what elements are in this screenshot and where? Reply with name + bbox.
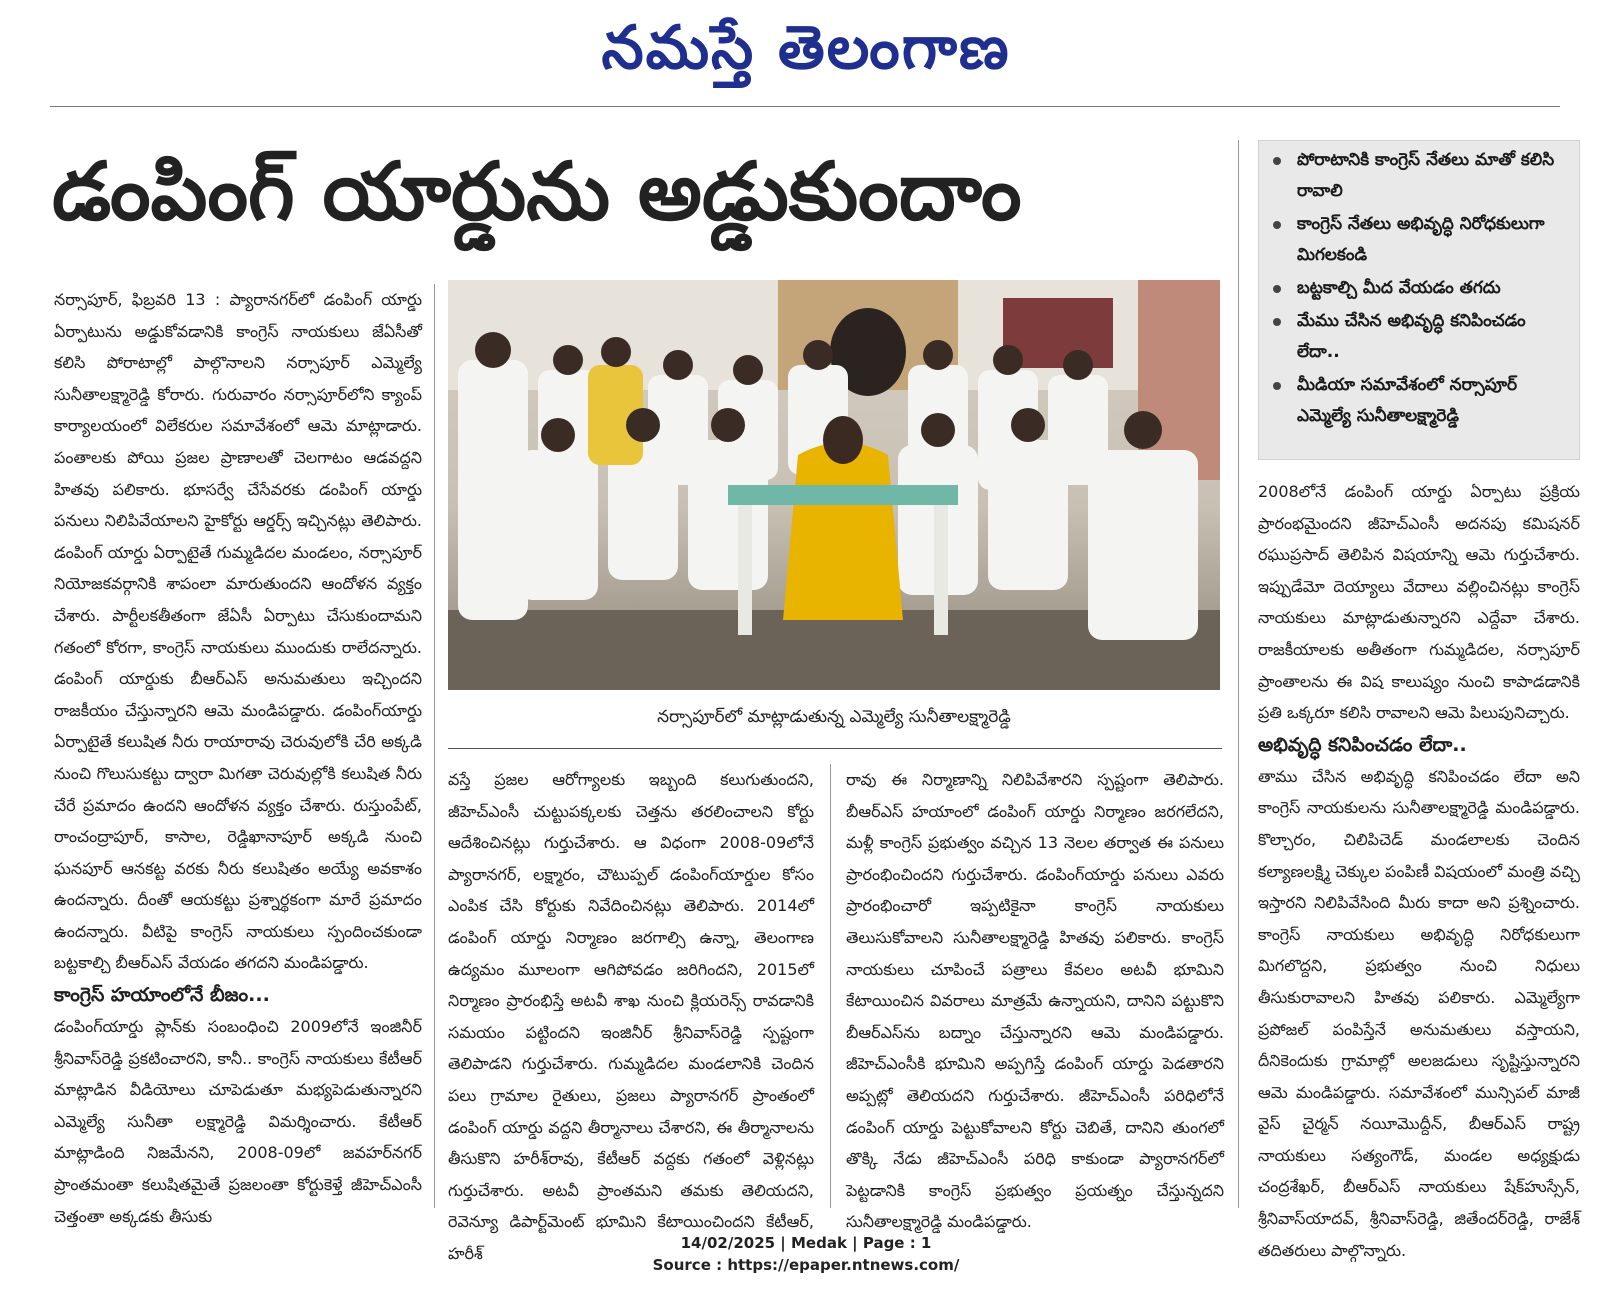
bullet-icon xyxy=(1273,382,1281,390)
paragraph: నర్సాపూర్, ఫిబ్రవరి 13 : ప్యారానగర్‌లో డంపింగ్ యార్డు ఏర్పాటును అడ్డుకోవడానికి కాంగ్రెస్ నాయకులు జేఏసీతో కలిసి పోరాటాల్లో పాల్గొనాలని నర్సాపూర్ ఎమ్మెల్యే సునీతాలక్ష్మారెడ్డి కోరారు. గురువారం నర్సాపూర్‌లోని క్యాంప్ కార్యాలయంలో విలేకరుల సమావేశంలో ఆమె మాట్లాడారు. పంతాలకు పోయి ప్రజల ప్రాణాలతో చెలగాటం ఆడవద్దని హితవు పలికారు. భూసర్వే చేసేవరకు డంపింగ్ యార్డు పనులు నిలిపివేయాలని హైకోర్టు ఆర్డర్స్ ఇచ్చినట్లు తెలిపారు. డంపింగ్ యార్డు ఏర్పాటైతే గుమ్మడిదల మండలం, నర్సాపూర్ నియోజకవర్గానికి శాపంలా మారుతుందని ఆందోళన వ్యక్తం చేశారు. పార్టీలకతీతంగా జేఏసీ ఏర్పాటు చేసుకుందామని గతంలో కోరగా, కాంగ్రెస్ నాయకులు ముందుకు రాలేదన్నారు. డంపింగ్ యార్డుకు బీఆర్ఎస్ అనుమతులు ఇచ్చిందని రాజకీయం చేస్తున్నారని ఆమె మండిపడ్డారు. డంపింగ్‌యార్డు ఏర్పాటైతే కలుషిత నీరు రాయారావు చెరువులోకి చేరి అక్కడి నుంచి గొలుసుకట్టు ద్వారా మిగతా చెరువుల్లోకి కలుషిత నీరు చేరే ప్రమాదం ఉందని ఆందోళన వ్యక్తం చేశారు. రుస్తుంపేట్, రాంచంద్రాపూర్, కాసాల, రెడ్డిఖానాపూర్ అక్కడి నుంచి ఘనపూర్ ఆనకట్ట వరకు నీరు కలుషితం అయ్యే అవకాశం ఉందన్నారు. దీంతో ఆయకట్టు ప్రశ్నార్థకంగా మారే ప్రమాదం ఉందన్నారు. వీటిపై కాంగ్రెస్ నాయకులు స్పందించకుండా బట్టకాల్చి బీఆర్ఎస్ వేయడం తగదని మండిపడ్డారు. xyxy=(54,290,422,973)
article-column-4 xyxy=(1258,476,1580,1260)
highlight-item: మీడియా సమావేశంలో నర్సాపూర్ ఎమ్మెల్యే సునీతాలక్ష్మారెడ్డి xyxy=(1267,370,1571,432)
paragraph: వస్తే ప్రజల ఆరోగ్యాలకు ఇబ్బంది కలుగుతుందని, జీహెచ్ఎంసీ చుట్టుపక్కలకు చెత్తను తరలించాలని కోర్టు ఆదేశించినట్లు గుర్తుచేశారు. ఆ విధంగా 2008-09లోనే ప్యారానగర్, లక్ష్మారం, చౌటుప్పల్ డంపింగ్‌యార్డుల కోసం ఎంపిక చేసి కోర్టుకు నివేదించినట్లు తెలిపారు. 2014లో డంపింగ్ యార్డు నిర్మాణం జరగాల్సి ఉన్నా, తెలంగాణ ఉద్యమం మూలంగా ఆగిపోవడం జరిగిందని, 2015లో నిర్మాణం ప్రారంభిస్తే అటవీ శాఖ నుంచి క్లియరెన్స్ రావడానికి సమయం పట్టిందని ఇంజినీర్ శ్రీనివాస్‌రెడ్డి స్పష్టంగా తెలిపాడని గుర్తుచేశారు. గుమ్మడిదల మండలానికి చెందిన పలు గ్రామాల రైతులు, ప్రజలు ప్యారానగర్ ప్రాంతంలో డంపింగ్ యార్డు వద్దని తీర్మానాలు చేశారని, ఈ తీర్మానాలను తీసుకొని హరీశ్‌రావు, కేటీఆర్ వద్దకు గతంలో వెళ్లినట్లు గుర్తుచేశారు. అటవీ ప్రాంతమని తమకు తెలియదని, రెవెన్యూ డిపార్ట్‌మెంట్ భూమిని కేటాయించిందని కేటీఆర్, హరీశ్ xyxy=(448,770,814,1263)
paragraph: రావు ఈ నిర్మాణాన్ని నిలిపివేశారని స్పష్టంగా తెలిపారు. బీఆర్ఎస్ హయాంలో డంపింగ్ యార్డు నిర్మాణం జరగలేదని, మళ్లీ కాంగ్రెస్ ప్రభుత్వం వచ్చిన 13 నెలల తర్వాత ఈ పనులు ప్రారంభించిందని గుర్తుచేశారు. డంపింగ్‌యార్డు పనులు ఎవరు ప్రారంభించారో ఇప్పటికైనా కాంగ్రెస్ నాయకులు తెలుసుకోవాలని సునీతాలక్ష్మారెడ్డి హితవు పలికారు. కాంగ్రెస్ నాయకులు చూపించే పత్రాలు కేవలం అటవీ భూమిని కేటాయించిన వివరాలు మాత్రమే ఉన్నాయని, దానిని పట్టుకొని బీఆర్ఎస్‌ను బద్నాం చేస్తున్నారని ఆమె మండిపడ్డారు. జీహెచ్ఎంసీకి భూమిని అప్పగిస్తే డంపింగ్ యార్డు పెడతారని అప్పట్లో తెలియదని గుర్తుచేశారు. జీహెచ్ఎంసీ పరిధిలోనే డంపింగ్ యార్డు పెట్టుకోవాలని కోర్టు చెబితే, దానిని తుంగలో తొక్కి నేడు జీహెచ్ఎంసీ పరిధి కాకుండా ప్యారానగర్‌లో పెట్టడానికి కాంగ్రెస్ ప్రభుత్వం ప్రయత్నం చేస్తున్నదని సునీతాలక్ష్మారెడ్డి మండిపడ్డారు. xyxy=(846,770,1224,1232)
masthead-divider xyxy=(50,106,1560,107)
paragraph: 2008లోనే డంపింగ్ యార్డు ఏర్పాటు ప్రక్రియ ప్రారంభమైందని జీహెచ్ఎంసీ అదనపు కమిషనర్ రఘుప్రసాద్ తెలిపిన విషయాన్ని ఆమె గుర్తుచేశారు. ఇప్పుడేమో దెయ్యాలు వేదాలు వల్లించినట్లు కాంగ్రెస్ నాయకులు మాట్లాడుతున్నారని ఎద్దేవా చేశారు. రాజకీయాలకు అతీతంగా గుమ్మడిదల, నర్సాపూర్ ప్రాంతాలను ఈ విష కాలుష్యం నుంచి కాపాడడానికి ప్రతి ఒక్కరూ కలిసి రావాలని ఆమె పిలుపునిచ్చారు. xyxy=(1258,482,1580,723)
source-link[interactable]: Source : https://epaper.ntnews.com/ xyxy=(652,1256,960,1274)
article-column-3 xyxy=(846,764,1224,1232)
headline: డంపింగ్ యార్డును అడ్డుకుందాం xyxy=(52,145,1022,238)
highlight-item: మేము చేసిన అభివృద్ధి కనిపించడం లేదా.. xyxy=(1267,306,1571,368)
edition-info: 14/02/2025 | Medak | Page : 1 xyxy=(680,1234,932,1252)
highlight-item: బట్టకాల్చి మీద వేయడం తగదు xyxy=(1267,273,1571,304)
photo-caption: నర్సాపూర్‌లో మాట్లాడుతున్న ఎమ్మెల్యే సునీతాలక్ష్మారెడ్డి xyxy=(657,707,1011,727)
highlight-item: కాంగ్రెస్ నేతలు అభివృద్ధి నిరోధకులుగా మిగలకండి xyxy=(1267,209,1571,271)
bullet-icon xyxy=(1273,318,1281,326)
highlight-item: పోరాటానికి కాంగ్రెస్ నేతలు మాతో కలిసి రావాలి xyxy=(1267,145,1571,207)
caption-divider xyxy=(448,748,1222,749)
column-divider xyxy=(1238,140,1239,1208)
news-photo xyxy=(448,280,1220,690)
column-divider xyxy=(434,284,435,1208)
highlights-box xyxy=(1258,140,1580,460)
subheading: అభివృద్ధి కనిపించడం లేదా.. xyxy=(1258,733,1467,756)
bullet-icon xyxy=(1273,221,1281,229)
paragraph: తాము చేసిన అభివృద్ధి కనిపించడం లేదా అని కాంగ్రెస్ నాయకులను సునీతాలక్ష్మారెడ్డి మండిపడ్డారు. కొల్చారం, చిలిపిచెడ్ మండలాలకు చెందిన కల్యాణలక్ష్మి చెక్కుల పంపిణీ విషయంలో మంత్రి వచ్చి ఇస్తారని నిలిపివేసింది మీరు కాదా అని ప్రశ్నించారు. కాంగ్రెస్ నాయకులు అభివృద్ధి నిరోధకులుగా మిగలొద్దని, ప్రభుత్వం నుంచి నిధులు తీసుకురావాలని హితవు పలికారు. ఎమ్మెల్యేగా ప్రపోజల్ పంపిస్తేనే అనుమతులు వస్తాయని, దీనికెందుకు గ్రామాల్లో అలజడులు సృష్టిస్తున్నారని ఆమె మండిపడ్డారు. సమావేశంలో మున్సిపల్ మాజీ వైస్ చైర్మన్ నయీమొద్దీన్, బీఆర్ఎస్ రాష్ట్ర నాయకులు సత్యంగౌడ్, మండల అధ్యక్షుడు చంద్రశేఖర్, బీఆర్ఎస్ నాయకులు షేక్‌హుస్సేన్, శ్రీనివాస్‌యాదవ్, శ్రీనివాస్‌రెడ్డి, జితేందర్‌రెడ్డి, రాజేశ్ తదితరులు పాల్గొన్నారు. xyxy=(1258,766,1580,1260)
bullet-icon xyxy=(1273,157,1281,165)
paragraph: డంపింగ్‌యార్డు ప్లాన్‌కు సంబంధించి 2009లోనే ఇంజినీర్ శ్రీనివాస్‌రెడ్డి ప్రకటించారని, కానీ.. కాంగ్రెస్ నాయకులు కేటీఆర్ మాట్లాడిన వీడియోలు చూపెడుతూ మభ్యపెడుతున్నారని ఎమ్మెల్యే సునీతా లక్ష్మారెడ్డి విమర్శించారు. కేటీఆర్ మాట్లాడింది నిజమేనని, 2008-09లో జవహర్‌నగర్ ప్రాంతమంతా కలుషితమైతే ప్రజలంతా కోర్టుకెళ్తే జీహెచ్ఎంసీ చెత్తంతా అక్కడకు తీసుకు xyxy=(54,1017,422,1226)
masthead-logo: నమస్తే తెలంగాణ xyxy=(601,13,1011,83)
page-footer xyxy=(0,1232,1612,1276)
group-photo-illustration xyxy=(448,280,1220,690)
subheading: కాంగ్రెస్ హయాంలోనే బీజం... xyxy=(54,984,270,1007)
bullet-icon xyxy=(1273,285,1281,293)
article-column-1 xyxy=(54,284,422,1226)
column-divider xyxy=(830,764,831,1208)
